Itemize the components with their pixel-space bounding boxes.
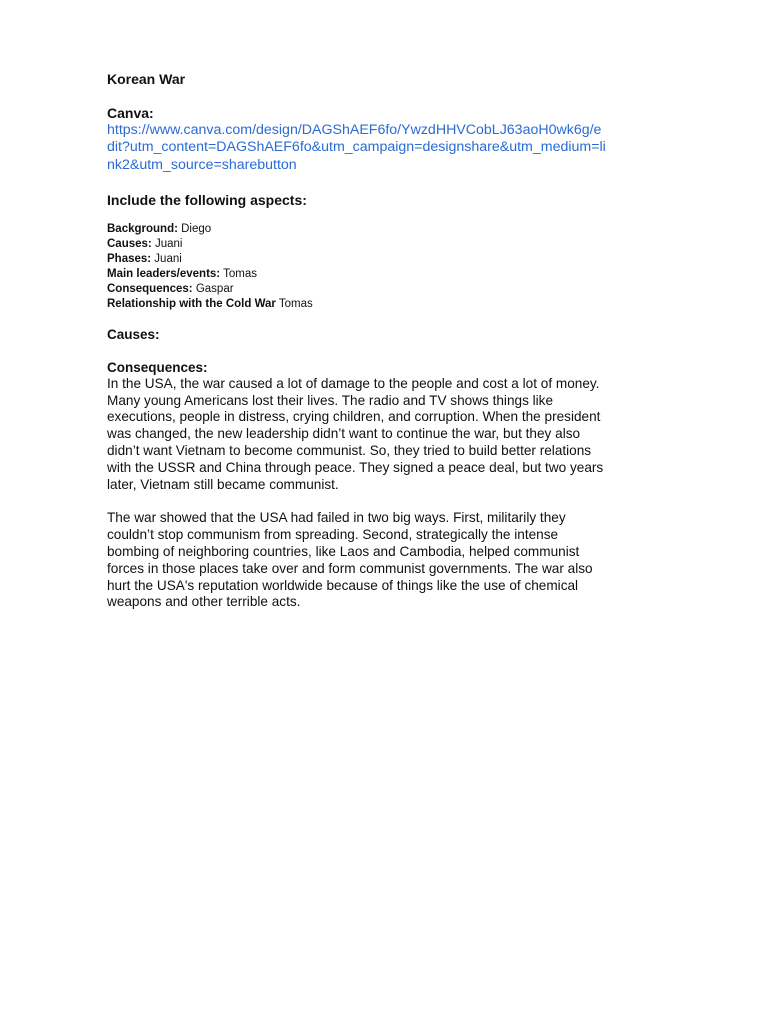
canva-label: Canva:	[107, 105, 154, 121]
consequences-paragraph-1	[107, 376, 667, 494]
role-value: Tomas	[275, 297, 313, 310]
paragraph-line: forces in those places take over and form communist governments. The war also	[107, 560, 593, 576]
canva-link-line: dit?utm_content=DAGShAEF6fo&utm_campaign=designshare&utm_medium=li	[107, 139, 606, 156]
canva-link-line: nk2&utm_source=sharebutton	[107, 156, 297, 173]
role-key: Background:	[107, 222, 178, 235]
role-assignments	[107, 222, 667, 312]
paragraph-line: couldn’t stop communism from spreading. Second, strategically the intense	[107, 527, 559, 543]
document-page	[107, 70, 667, 611]
role-key: Main leaders/events:	[107, 267, 221, 280]
paragraph-line: In the USA, the war caused a lot of damage to the people and cost a lot of money.	[107, 375, 600, 391]
role-value: Diego	[177, 222, 212, 235]
role-key: Causes:	[107, 237, 152, 250]
paragraph-line: bombing of neighboring countries, like Laos and Cambodia, helped communist	[107, 544, 580, 560]
paragraph-line: with the USSR and China through peace. They signed a peace deal, but two years	[107, 459, 604, 475]
role-row	[107, 237, 667, 252]
role-row	[107, 282, 667, 297]
role-value: Juani	[151, 237, 183, 250]
paragraph-line: weapons and other terrible acts.	[107, 594, 301, 610]
aspects-heading: Include the following aspects:	[107, 191, 307, 208]
role-row	[107, 297, 667, 312]
canva-link[interactable]	[107, 122, 667, 174]
paragraph-line: Many young Americans lost their lives. The radio and TV shows things like	[107, 392, 554, 408]
paragraph-line: The war showed that the USA had failed in two big ways. First, militarily they	[107, 510, 566, 526]
role-row	[107, 222, 667, 237]
role-value: Gaspar	[192, 282, 234, 295]
paragraph-line: later, Vietnam still became communist.	[107, 476, 339, 492]
paragraph-line: didn’t want Vietnam to become communist. So, they tried to build better relations	[107, 443, 592, 459]
consequences-heading: Consequences:	[107, 359, 208, 375]
role-key: Relationship with the Cold War	[107, 297, 276, 310]
role-key: Phases:	[107, 252, 152, 265]
canva-link-line: https://www.canva.com/design/DAGShAEF6fo/YwzdHHVCobLJ63aoH0wk6g/e	[107, 122, 602, 138]
paragraph-line: executions, people in distress, crying children, and corruption. When the president	[107, 409, 601, 425]
paragraph-line: was changed, the new leadership didn’t want to continue the war, but they also	[107, 426, 581, 442]
role-row	[107, 267, 667, 282]
document-title: Korean War	[107, 71, 186, 87]
role-value: Juani	[151, 252, 182, 265]
paragraph-line: hurt the USA's reputation worldwide because of things like the use of chemical	[107, 577, 579, 593]
role-value: Tomas	[220, 267, 257, 280]
role-row	[107, 252, 667, 267]
causes-heading: Causes:	[107, 326, 160, 342]
role-key: Consequences:	[107, 282, 193, 295]
consequences-paragraph-2	[107, 510, 667, 611]
